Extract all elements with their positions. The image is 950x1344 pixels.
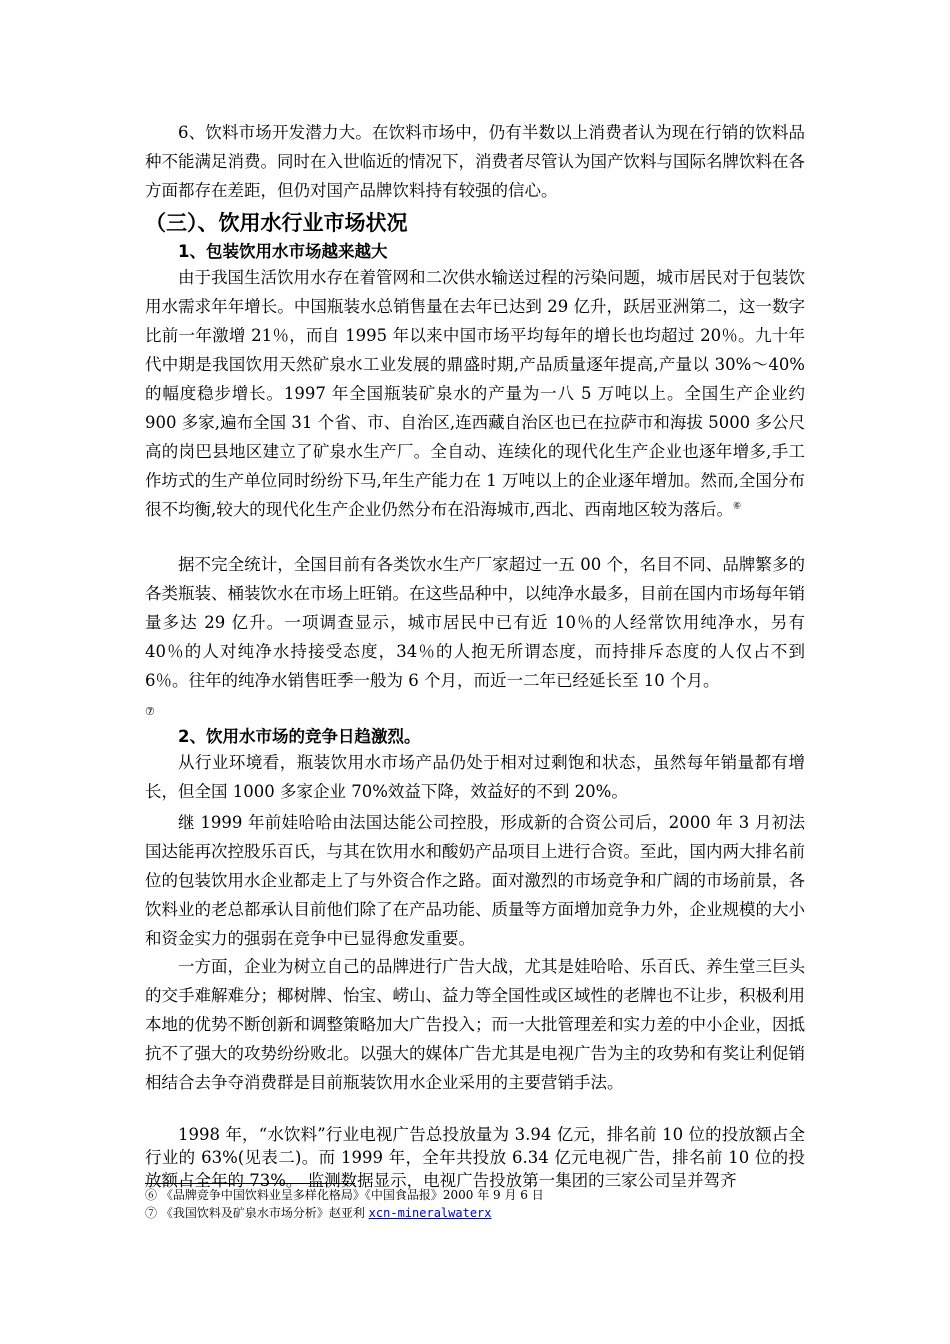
footnote-6-mark: ⑥ xyxy=(145,1188,158,1202)
subsection-2-paragraph-3-text: 一方面，企业为树立自己的品牌进行广告大战，尤其是娃哈哈、乐百氏、养生堂三巨头的交手难解难分；椰树牌、怡宝、崂山、益力等全国性或区域性的老牌也不让步，积极利用本地的优势不断创新和调整策略加大广告投入；而一大批管理差和实力差的中小企业，因抵抗不了强大的攻势纷纷败北。以强大的媒体广告尤其是电视广告为主的攻势和有奖让利促销相结合去争夺消费群是目前瓶装饮用水企业采用的主要营销手法。 xyxy=(145,957,805,1092)
footnote-ref-6[interactable]: ⑥ xyxy=(733,501,742,512)
subsection-2-paragraph-4 xyxy=(145,1123,805,1192)
footnote-7-link[interactable]: xcn-mineralwaterx xyxy=(368,1206,492,1220)
paragraph-6-text: 6、饮料市场开发潜力大。在饮料市场中，仍有半数以上消费者认为现在行销的饮料品种不能满足消费。同时在入世临近的情况下，消费者尽管认为国产饮料与国际名牌饮料在各方面都存在差距，但仍对国产品牌饮料持有较强的信心。 xyxy=(145,123,805,200)
subsection-1-paragraph-2-text: 据不完全统计，全国目前有各类饮水生产厂家超过一五 00 个，名目不同、品牌繁多的各类瓶装、桶装饮水在市场上旺销。在这些品种中，以纯净水最多，目前在国内市场每年销量多达 29 亿升。一项调查显示，城市居民中已有近 10％的人经常饮用纯净水，另有 40％的人对纯净水持接受态度，34％的人抱无所谓态度，而持排斥态度的人仅占不到 6％。往年的纯净水销售旺季一般为 6 个月，而近一二年已经延长至 10 个月。 xyxy=(145,555,805,690)
subsection-2-paragraph-1-text: 从行业环境看，瓶装饮用水市场产品仍处于相对过剩饱和状态，虽然每年销量都有增长，但全国 1000 多家企业 70%效益下降，效益好的不到 20%。 xyxy=(145,753,805,801)
subsection-2-paragraph-2-text: 继 1999 年前娃哈哈由法国达能公司控股，形成新的合资公司后，2000 年 3 月初法国达能再次控股乐百氏，与其在饮用水和酸奶产品项目上进行合资。至此，国内两大排名前位的包装饮用水企业都走上了与外资合作之路。面对激烈的市场竞争和广阔的市场前景，各饮料业的老总都承认目前他们除了在产品功能、质量等方面增加竞争力外，企业规模的大小和资金实力的强弱在竞争中已显得愈发重要。 xyxy=(145,813,805,948)
footnote-divider xyxy=(145,1183,355,1184)
subsection-1-paragraph-1 xyxy=(145,263,805,524)
subsection-2-paragraph-4-text: 1998 年，“水饮料”行业电视广告总投放量为 3.94 亿元，排名前 10 位的投放额占全行业的 63%(见表二)。而 1999 年，全年共投放 6.34 亿元电视广告，排名前 10 位的投放额占全年的 73%。 监测数据显示，电视广告投放第一集团的三家公司呈并驾齐 xyxy=(145,1125,805,1190)
section-3-title: （三）、饮用水行业市场状况 xyxy=(145,211,408,235)
subsection-2-title: 2、饮用水市场的竞争日趋激烈。 xyxy=(178,727,421,746)
subsection-1-paragraph-2 xyxy=(145,550,805,724)
subsection-2-paragraph-3 xyxy=(145,952,805,1097)
subsection-2-paragraph-2 xyxy=(145,808,805,953)
footnote-ref-7[interactable]: ⑦ xyxy=(145,705,155,718)
subsection-1-paragraph-1-text: 由于我国生活饮用水存在着管网和二次供水输送过程的污染问题，城市居民对于包装饮用水需求年年增长。中国瓶装水总销售量在去年已达到 29 亿升，跃居亚洲第二，这一数字比前一年激增 21％，而自 1995 年以来中国市场平均每年的增长也均超过 20％。九十年代中期是我国饮用天然矿泉水工业发展的鼎盛时期,产品质量逐年提高,产量以 30%～40%的幅度稳步增长。1997 年全国瓶装矿泉水的产量为一八 5 万吨以上。全国生产企业约 900 多家,遍布全国 31 个省、市、自治区,连西藏自治区也已在拉萨市和海拔 5000 多公尺高的岗巴县地区建立了矿泉水生产厂。全自动、连续化的现代化生产企业也逐年增多,手工作坊式的生产单位同时纷纷下马,年生产能力在 1 万吨以上的企业逐年增加。然而,全国分布很不均衡,较大的现代化生产企业仍然分布在沿海城市,西北、西南地区较为落后。 xyxy=(145,268,805,519)
subsection-2-paragraph-1 xyxy=(145,748,805,806)
footnote-7 xyxy=(145,1205,492,1222)
footnote-6 xyxy=(145,1187,544,1204)
footnote-7-text: 《我国饮料及矿泉水市场分析》赵亚利 xyxy=(160,1206,369,1220)
paragraph-6 xyxy=(145,118,805,205)
subsection-1-title: 1、包装饮用水市场越来越大 xyxy=(178,242,388,261)
footnote-7-mark: ⑦ xyxy=(145,1206,158,1220)
footnote-6-text: 《品牌竞争中国饮料业呈多样化格局》《中国食品报》2000 年 9 月 6 日 xyxy=(160,1188,544,1202)
